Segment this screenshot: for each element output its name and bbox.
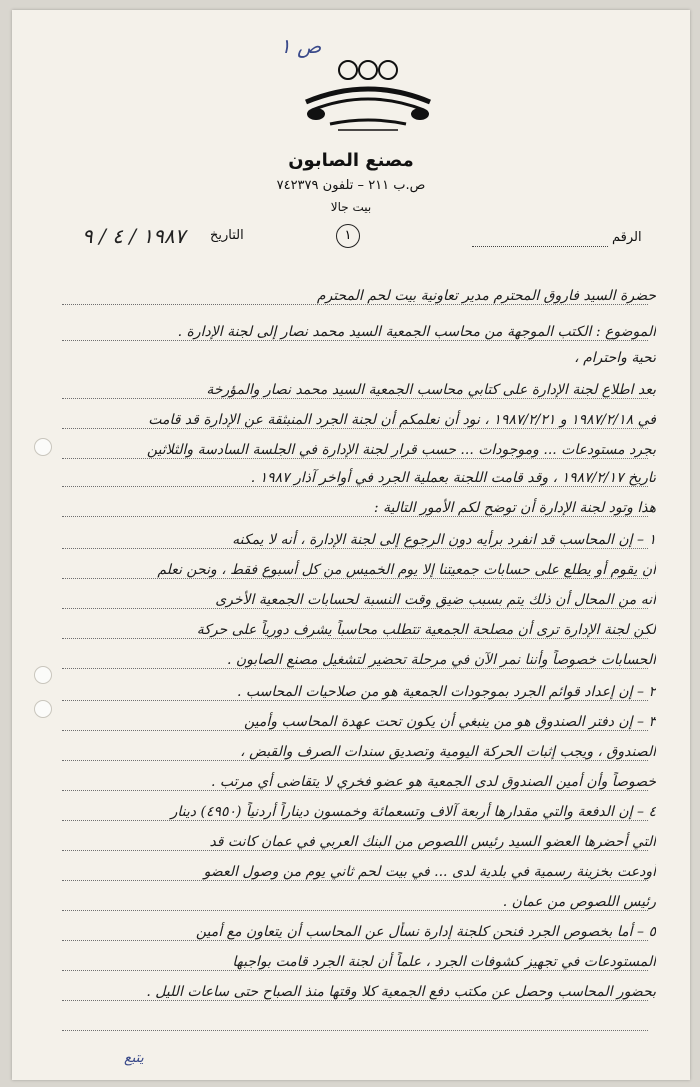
letter-line: الصندوق ، ويجب إثبات الحركة اليومية وتصديق سندات الصرف والقبض ، — [240, 744, 656, 760]
punch-hole — [34, 438, 52, 456]
letter-line: لكن لجنة الإدارة ترى أن مصلحة الجمعية تتطلب محاسباً يشرف دورياً على حركة — [196, 622, 656, 638]
letter-line: هذا وتود لجنة الإدارة أن توضح لكم الأمور التالية : — [373, 500, 656, 516]
letter-line: تاريخ ١٩٨٧/٢/١٧ ، وقد قامت اللجنة بعملية الجرد في أواخر آذار ١٩٨٧ . — [250, 470, 656, 486]
company-name: مصنع الصابون — [288, 150, 414, 171]
punch-hole — [34, 700, 52, 718]
letter-line: التي أحضرها العضو السيد رئيس اللصوص من البنك العربي في عمان كانت قد — [209, 834, 656, 850]
letter-line: بجرد مستودعات ... وموجودات ... حسب قرار لجنة الإدارة في الجلسة السادسة والثلاثين — [146, 442, 656, 458]
letter-line: أنه من المحال أن ذلك يتم بسبب ضيق وقت النسبة لحسابات الجمعية الأخرى — [215, 592, 656, 608]
letter-line: تحية واحترام ، — [574, 350, 656, 366]
letter-line: أودعت بخزينة رسمية في بلدية لدى ... في بيت لحم ثاني يوم من وصول العضو — [203, 864, 656, 880]
continued-note: يتبع — [124, 1050, 144, 1066]
letter-line: الموضوع : الكتب الموجهة من محاسب الجمعية السيد محمد نصار إلى لجنة الإدارة . — [177, 324, 656, 340]
date-value: ١٩٨٧ / ٤ / ٩ — [82, 224, 186, 248]
reference-label: الرقم — [612, 230, 642, 245]
letter-line: في ١٩٨٧/٢/١٨ و ١٩٨٧/٢/٢١ ، نود أن نعلمكم أن لجنة الجرد المنبثقة عن الإدارة قد قامت — [148, 412, 656, 428]
punch-hole — [34, 666, 52, 684]
page-number: ١ — [336, 224, 360, 248]
letter-line: خصوصاً وأن أمين الصندوق لدى الجمعية هو عضو فخري لا يتقاضى أي مرتب . — [211, 774, 656, 790]
company-town: بيت جالا — [330, 200, 372, 214]
corner-annotation: ص ١ — [280, 34, 322, 58]
date-label: التاريخ — [210, 228, 244, 243]
letter-line: أن يقوم أو يطلع على حسابات جمعيتنا إلا يوم الخميس من كل أسبوع فقط ، ونحن نعلم — [157, 562, 656, 578]
reference-line — [472, 246, 608, 247]
letter-line: ١ – إن المحاسب قد انفرد برأيه دون الرجوع إلى لجنة الإدارة ، أنه لا يمكنه — [232, 532, 656, 548]
letter-line: ٤ – إن الدفعة والتي مقدارها أربعة آلاف وتسعمائة وخمسون ديناراً أردنياً (٤٩٥٠) دينار — [170, 804, 656, 820]
letter-line: الحسابات خصوصاً وأننا نمر الآن في مرحلة تحضير لتشغيل مصنع الصابون . — [226, 652, 656, 668]
letter-line: بعد اطلاع لجنة الإدارة على كتابي محاسب الجمعية السيد محمد نصار والمؤرخة — [206, 382, 656, 398]
letter-line: بحضور المحاسب وحصل عن مكتب دفع الجمعية كلا وقتها منذ الصباح حتى ساعات الليل . — [146, 984, 656, 1000]
letter-line: ٥ – أما بخصوص الجرد فنحن كلجنة إدارة نسأل عن المحاسب أن يتعاون مع أمين — [195, 924, 656, 940]
cooperative-logo-icon — [298, 58, 438, 140]
letter-line: ٣ – إن دفتر الصندوق هو من ينبغي أن يكون تحت عهدة المحاسب وأمين — [243, 714, 656, 730]
letter-line: المستودعات في تجهيز كشوفات الجرد ، علماً أن لجنة الجرد قامت بواجبها — [232, 954, 656, 970]
letter-page — [12, 10, 690, 1080]
ruled-line — [62, 1030, 648, 1031]
letter-line: رئيس اللصوص من عمان . — [502, 894, 656, 910]
company-address: ص.ب ٢١١ – تلفون ٧٤٢٣٧٩ — [276, 178, 426, 193]
letter-line: حضرة السيد فاروق المحترم مدير تعاونية بيت لحم المحترم — [316, 288, 656, 304]
letter-line: ٢ – إن إعداد قوائم الجرد بموجودات الجمعية هو من صلاحيات المحاسب . — [237, 684, 656, 700]
